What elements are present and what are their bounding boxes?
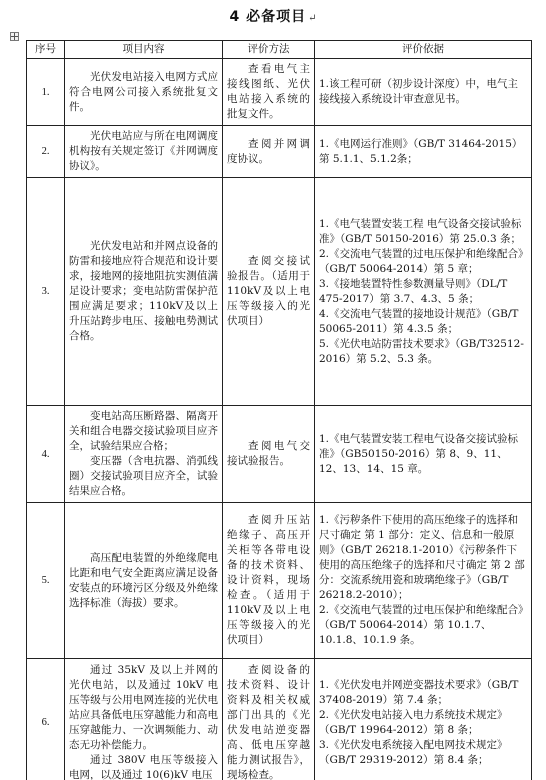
basis-item: 3.《光伏发电系统接入配电网技术规定》（GB/T 29319-2012）第 8.4 条；: [319, 738, 508, 766]
row-number: 3.: [27, 178, 65, 406]
basis-item: 1.《电气装置安装工程电气设备交接试验标准》（GB50150-2016）第 8、9、11、12、13、14、15 章。: [319, 432, 519, 475]
row-number: 5.: [27, 503, 65, 659]
heading-row: [0, 6, 546, 30]
item-content: [65, 59, 223, 126]
content-paragraph: 变压器（含电抗器、消弧线圈）交接试验项目应齐全，试验结果应合格。: [69, 455, 218, 497]
basis-item: 3.《接地装置特性参数测量导则》（DL/T 475-2017）第 3.7、4.3、5 条；: [319, 277, 508, 305]
evaluation-method: 查阅交接试验报告。（适用于110kV及以上电压等级接入的光伏项目）: [223, 178, 315, 406]
table-move-handle-icon[interactable]: [10, 32, 19, 41]
header-content: 项目内容: [65, 41, 223, 59]
basis-item: 2.《光伏发电站接入电力系统技术规定》（GB/T 19964-2012）第 8 条；: [319, 708, 508, 736]
content-paragraph: 光伏发电站接入电网方式应符合电网公司接入系统批复文件。: [69, 70, 218, 113]
evaluation-basis: [315, 59, 532, 126]
evaluation-basis: [315, 406, 532, 503]
content-paragraph: 通过 35kV 及以上并网的光伏电站，以及通过 10kV 电压等级与公用电网连接的光伏电站应具备低电压穿越能力和高电压穿越能力、一次调频能力、动态无功补偿能力。: [69, 663, 218, 751]
evaluation-basis: [315, 178, 532, 406]
row-number: 6.: [27, 659, 65, 780]
table-row: [27, 126, 532, 178]
row-number: 2.: [27, 126, 65, 178]
evaluation-method: 查阅设备的技术资料、设计资料及相关权威部门出具的《光伏发电站逆变器高、低电压穿越能力测试报告》，现场检查。: [223, 659, 315, 780]
evaluation-method: 查阅并网调度协议。: [223, 126, 315, 178]
basis-item: 1.《电气装置安装工程 电气设备交接试验标准》（GB/T 50150-2016）第 25.0.3 条；: [319, 217, 522, 245]
table-row: [27, 178, 532, 406]
item-content: [65, 126, 223, 178]
item-content: [65, 406, 223, 503]
row-number: 4.: [27, 406, 65, 503]
evaluation-method: 查阅升压站绝缘子、高压开关柜等各带电设备的技术资料、设计资料，现场检查。（适用于110kV及以上电压等级接入的光伏项目）: [223, 503, 315, 659]
item-content: [65, 178, 223, 406]
evaluation-method: 查阅电气交接试验报告。: [223, 406, 315, 503]
basis-item: 1.《污秽条件下使用的高压绝缘子的选择和尺寸确定 第 1 部分：定义、信息和一般原则》（GB/T 26218.1-2010）《污秽条件下使用的高压绝缘子的选择和尺寸确定 第 2 部分：交流系统用瓷和玻璃绝缘子》（GB/T 26218.2-2010）；: [319, 514, 525, 601]
table-row: [27, 59, 532, 126]
item-content: [65, 503, 223, 659]
content-paragraph: 光伏电站应与所在电网调度机构按有关规定签订《并网调度协议》。: [69, 130, 218, 172]
basis-item: 1.该工程可研（初步设计深度）中，电气主接线接入系统设计审查意见书。: [319, 78, 519, 105]
content-paragraph: 高压配电装置的外绝缘爬电比距和电气安全距离应满足设备安装点的环境污区分级及外绝缘选择标准（海拔）要求。: [69, 551, 218, 609]
table-row: [27, 659, 532, 780]
header-no: 序号: [27, 41, 65, 59]
requirements-table: [26, 40, 532, 780]
row-number: 1.: [27, 59, 65, 126]
basis-item: 4.《交流电气装置的接地设计规范》（GB/T 50065-2011）第 4.3.5 条；: [319, 307, 519, 335]
evaluation-basis: [315, 659, 532, 780]
item-content: [65, 659, 223, 780]
header-basis: 评价依据: [315, 41, 532, 59]
section-title: 4 必备项目: [229, 9, 307, 25]
evaluation-basis: [315, 126, 532, 178]
basis-item: 2.《交流电气装置的过电压保护和绝缘配合》（GB/T 50064-2014）第 5 章；: [319, 247, 524, 275]
table-header-row: [27, 41, 532, 59]
basis-item: 2.《交流电气装置的过电压保护和绝缘配合》（GB/T 50064-2014）第 10.1.7、10.1.8、10.1.9 条。: [319, 604, 524, 646]
content-paragraph: 光伏发电站和并网点设备的防雷和接地应符合规范和设计要求，接地网的接地阻抗实测值满足设计要求；变电站防雷保护范围应满足要求；110kV及以上升压站跨步电压、接触电势测试合格。: [69, 240, 218, 342]
table-row: [27, 503, 532, 659]
basis-item: 1.《光伏发电并网逆变器技术要求》（GB/T 37408-2019）第 7.4 条；: [319, 678, 519, 706]
evaluation-basis: [315, 503, 532, 659]
content-paragraph: 通过 380V 电压等级接入电网，以及通过 10(6)kV 电压: [69, 753, 218, 780]
content-paragraph: 变电站高压断路器、隔离开关和组合电器交接试验项目应齐全，试验结果应合格；: [69, 410, 218, 452]
header-method: 评价方法: [223, 41, 315, 59]
evaluation-method: 查看电气主接线图纸、光伏电站接入系统的批复文件。: [223, 59, 315, 126]
basis-item: 1.《电网运行准则》（GB/T 31464-2015）第 5.1.1、5.1.2条；: [319, 137, 523, 165]
paragraph-mark-icon: ↵: [308, 13, 317, 24]
basis-item: 5.《光伏电站防雷技术要求》（GB/T32512-2016）第 5.2、5.3 条。: [319, 337, 524, 365]
table-row: [27, 406, 532, 503]
